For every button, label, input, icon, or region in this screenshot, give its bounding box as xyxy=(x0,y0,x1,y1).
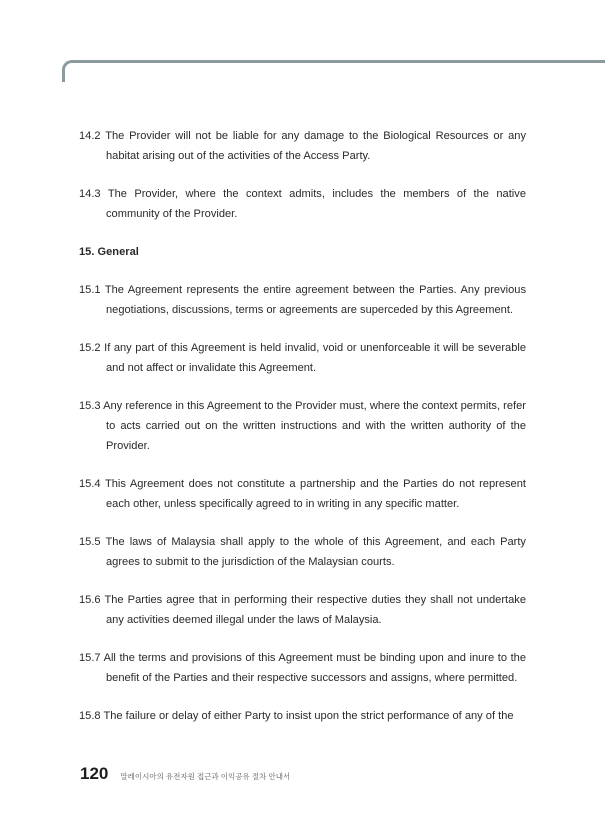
clause-15-1 xyxy=(79,280,526,320)
clause-15-3 xyxy=(79,396,526,456)
clause-number: 15.8 xyxy=(79,710,101,722)
section-heading: 15. General xyxy=(79,246,139,258)
clause-14-3 xyxy=(79,184,526,224)
clause-text: The Provider will not be liable for any damage to the Biological Resources or any habitat arising out of the activities of the Access Party. xyxy=(105,130,526,162)
clause-text: If any part of this Agreement is held invalid, void or unenforceable it will be severable and not affect or invalidate this Agreement. xyxy=(104,342,526,374)
clause-number: 15.2 xyxy=(79,342,101,354)
page-footer xyxy=(80,764,290,784)
clause-15-7 xyxy=(79,648,526,688)
clause-number: 15.3 xyxy=(79,400,101,412)
clause-number: 14.2 xyxy=(79,130,101,142)
running-title: 말레이시아의 유전자원 접근과 이익공유 절차 안내서 xyxy=(120,772,291,781)
clause-number: 15.5 xyxy=(79,536,101,548)
clause-text: The Parties agree that in performing their respective duties they shall not undertake any activities deemed illegal under the laws of Malaysia. xyxy=(104,594,526,626)
clause-15-6 xyxy=(79,590,526,630)
clause-number: 15.7 xyxy=(79,652,101,664)
clause-text: The Provider, where the context admits, includes the members of the native community of the Provider. xyxy=(106,188,526,220)
clause-15-2 xyxy=(79,338,526,378)
clause-text: All the terms and provisions of this Agreement must be binding upon and inure to the benefit of the Parties and their respective successors and assigns, where permitted. xyxy=(103,652,526,684)
clause-text: This Agreement does not constitute a partnership and the Parties do not represent each other, unless specifically agreed to in writing in any specific matter. xyxy=(104,478,526,510)
clause-15-5 xyxy=(79,532,526,572)
clause-number: 15.1 xyxy=(79,284,101,296)
clause-number: 14.3 xyxy=(79,188,101,200)
clause-15-4 xyxy=(79,474,526,514)
clause-text: Any reference in this Agreement to the Provider must, where the context permits, refer to acts carried out on the written instructions and with the written authority of the Provider. xyxy=(103,400,526,452)
clause-text: The laws of Malaysia shall apply to the whole of this Agreement, and each Party agrees to submit to the jurisdiction of the Malaysian courts. xyxy=(105,536,526,568)
clause-15-8 xyxy=(79,706,526,726)
document-body xyxy=(79,126,526,744)
clause-text: The Agreement represents the entire agreement between the Parties. Any previous negotiations, discussions, terms or agreements are superceded by this Agreement. xyxy=(104,284,527,316)
clause-text: The failure or delay of either Party to insist upon the strict performance of any of the xyxy=(103,710,514,722)
clause-14-2 xyxy=(79,126,526,166)
clause-number: 15.6 xyxy=(79,594,101,606)
page-number: 120 xyxy=(80,764,109,783)
header-corner-rule xyxy=(62,60,605,82)
clause-number: 15.4 xyxy=(79,478,101,490)
